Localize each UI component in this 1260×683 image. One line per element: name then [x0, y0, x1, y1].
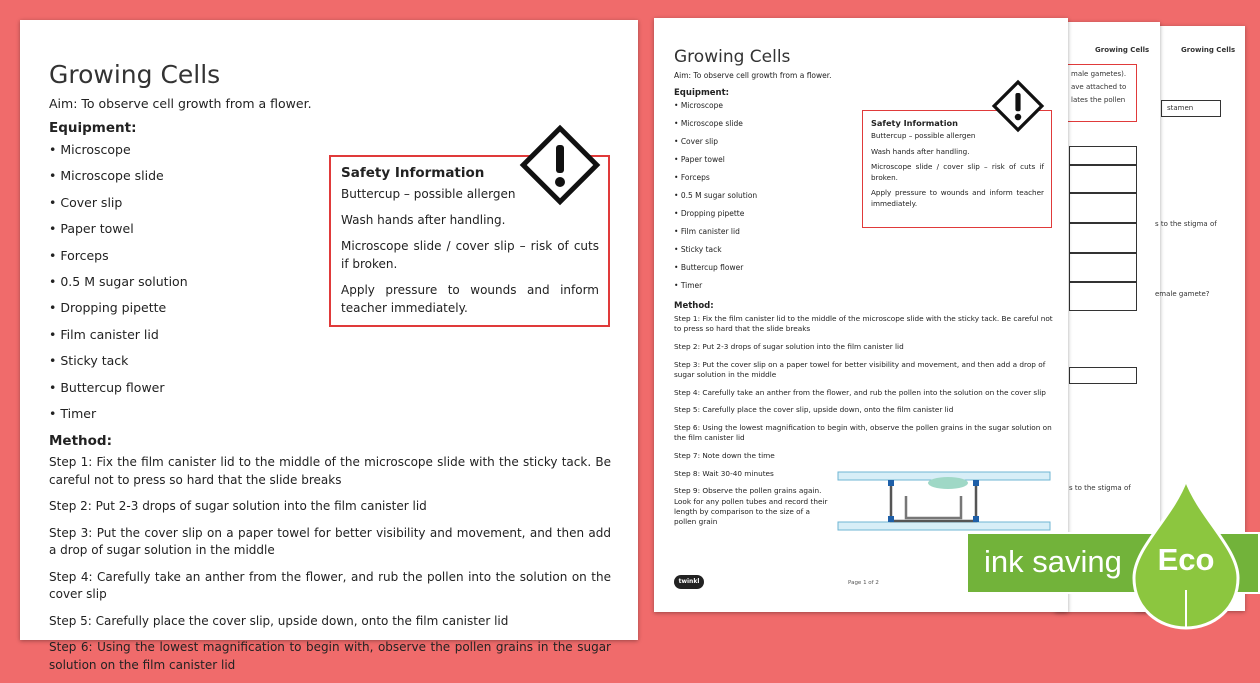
method-step: Step 3: Put the cover slip on a paper towel for better visibility and movement, and then add a drop of sugar solution in the middle: [49, 525, 611, 557]
answer-box: [1069, 165, 1137, 193]
equipment-item: • Sticky tack: [674, 245, 844, 263]
eco-label: Eco: [1157, 542, 1215, 577]
method-heading: Method:: [674, 301, 714, 311]
back-page-2-header: Growing Cells: [1181, 46, 1236, 54]
method-step: Step 3: Put the cover slip on a paper towel for better visibility and movement, and then add a drop of sugar solution in the middle: [674, 359, 1046, 379]
method-step: Step 1: Fix the film canister lid to the middle of the microscope slide with the sticky tack. Be careful not to press so hard that the slide breaks: [674, 314, 1053, 334]
method-step: Step 2: Put 2-3 drops of sugar solution into the film canister lid: [49, 499, 427, 513]
equipment-item: • Paper towel: [49, 221, 349, 247]
method-step: Step 9: Observe the pollen grains again. Look for any pollen tubes and record their length by comparison to the size of a pollen grain: [674, 486, 828, 527]
page-title: Growing Cells: [49, 60, 221, 89]
method-step: Step 6: Using the lowest magnification to begin with, observe the pollen grains in the sugar solution on the film canister lid: [674, 423, 1052, 443]
page-title: Growing Cells: [674, 47, 791, 67]
safety-line: Microscope slide / cover slip – risk of cuts if broken.: [871, 162, 1044, 182]
safety-line: Wash hands after handling.: [341, 213, 506, 227]
aim-text: Aim: To observe cell growth from a flower.: [674, 71, 832, 80]
twinkl-logo: twinkl: [674, 575, 704, 589]
equipment-item: • 0.5 M sugar solution: [674, 191, 844, 209]
safety-line: Microscope slide / cover slip – risk of cuts if broken.: [341, 239, 599, 271]
equipment-item: • Paper towel: [674, 155, 844, 173]
page-number: Page 1 of 2: [848, 580, 879, 586]
method-step: Step 1: Fix the film canister lid to the middle of the microscope slide with the sticky tack. Be careful not to press so hard that the slide breaks: [49, 455, 611, 487]
equipment-heading: Equipment:: [674, 88, 730, 98]
back-snippet: ave attached to: [1071, 83, 1127, 91]
stamen-label: stamen: [1167, 104, 1194, 112]
safety-line: Buttercup – possible allergen: [871, 131, 976, 140]
equipment-item: • Dropping pipette: [674, 209, 844, 227]
method-step: Step 4: Carefully take an anther from the flower, and rub the pollen into the solution on the cover slip: [674, 387, 1046, 397]
method-step: Step 7: Note down the time: [674, 451, 775, 461]
equipment-item: • Film canister lid: [49, 327, 349, 353]
back-snippet: emale gamete?: [1155, 290, 1210, 298]
back-page-1-header: Growing Cells: [1095, 46, 1150, 54]
equipment-item: • Buttercup flower: [49, 380, 349, 406]
answer-box: [1069, 146, 1137, 165]
equipment-item: • Microscope slide: [674, 119, 844, 137]
safety-heading: Safety Information: [341, 165, 485, 181]
answer-box: [1069, 223, 1137, 253]
equipment-item: • Sticky tack: [49, 353, 349, 379]
equipment-item: • Timer: [49, 406, 349, 432]
equipment-item: • Cover slip: [49, 195, 349, 221]
equipment-item: • Dropping pipette: [49, 300, 349, 326]
equipment-item: • Forceps: [49, 248, 349, 274]
safety-line: Wash hands after handling.: [871, 146, 970, 156]
method-step: Step 8: Wait 30-40 minutes: [674, 468, 774, 478]
answer-box: [1069, 367, 1137, 384]
back-snippet: s to the stigma of: [1155, 220, 1217, 228]
safety-heading: Safety Information: [871, 118, 958, 128]
method-step: Step 5: Carefully place the cover slip, upside down, onto the film canister lid: [674, 405, 954, 415]
aim-text: Aim: To observe cell growth from a flower.: [49, 96, 312, 111]
equipment-item: • Timer: [674, 281, 844, 299]
equipment-item: • Microscope: [674, 101, 844, 119]
stamen-label-box: [1161, 100, 1221, 117]
answer-box: [1069, 282, 1137, 311]
method-steps: [49, 454, 611, 683]
back-snippet: lates the pollen: [1071, 96, 1126, 104]
hazard-warning-icon: [520, 125, 600, 205]
equipment-item: • 0.5 M sugar solution: [49, 274, 349, 300]
safety-line: Apply pressure to wounds and inform teacher immediately.: [341, 283, 599, 315]
worksheet-main-page: [20, 20, 638, 672]
equipment-item: • Forceps: [674, 173, 844, 191]
answer-box: [1069, 253, 1137, 282]
method-step: Step 6: Using the lowest magnification to begin with, observe the pollen grains in the sugar solution on the film canister lid: [49, 640, 611, 672]
method-step: Step 5: Carefully place the cover slip, upside down, onto the film canister lid: [49, 613, 509, 628]
ink-saving-label: ink saving: [984, 544, 1122, 579]
equipment-heading: Equipment:: [49, 120, 137, 136]
hazard-warning-icon: [992, 80, 1044, 132]
back-snippet: male gametes).: [1071, 70, 1127, 78]
worksheet-preview-page: [654, 18, 1068, 612]
equipment-item: • Film canister lid: [674, 227, 844, 245]
eco-drop-badge: [1130, 478, 1242, 630]
safety-line: Buttercup – possible allergen: [341, 187, 516, 201]
method-step: Step 4: Carefully take an anther from the flower, and rub the pollen into the solution on the cover slip: [49, 569, 611, 601]
answer-box: [1069, 193, 1137, 223]
method-step: Step 2: Put 2-3 drops of sugar solution into the film canister lid: [674, 341, 904, 351]
back-snippet: s to the stigma of: [1069, 484, 1131, 492]
safety-line: Apply pressure to wounds and inform teacher immediately.: [871, 188, 1044, 208]
equipment-item: • Microscope slide: [49, 168, 349, 194]
equipment-item: • Microscope: [49, 142, 349, 168]
equipment-item: • Buttercup flower: [674, 263, 844, 281]
equipment-list: [674, 101, 844, 299]
equipment-list: [49, 142, 349, 432]
method-heading: Method:: [49, 433, 112, 449]
microscope-slide-diagram: [836, 468, 1054, 534]
equipment-item: • Cover slip: [674, 137, 844, 155]
